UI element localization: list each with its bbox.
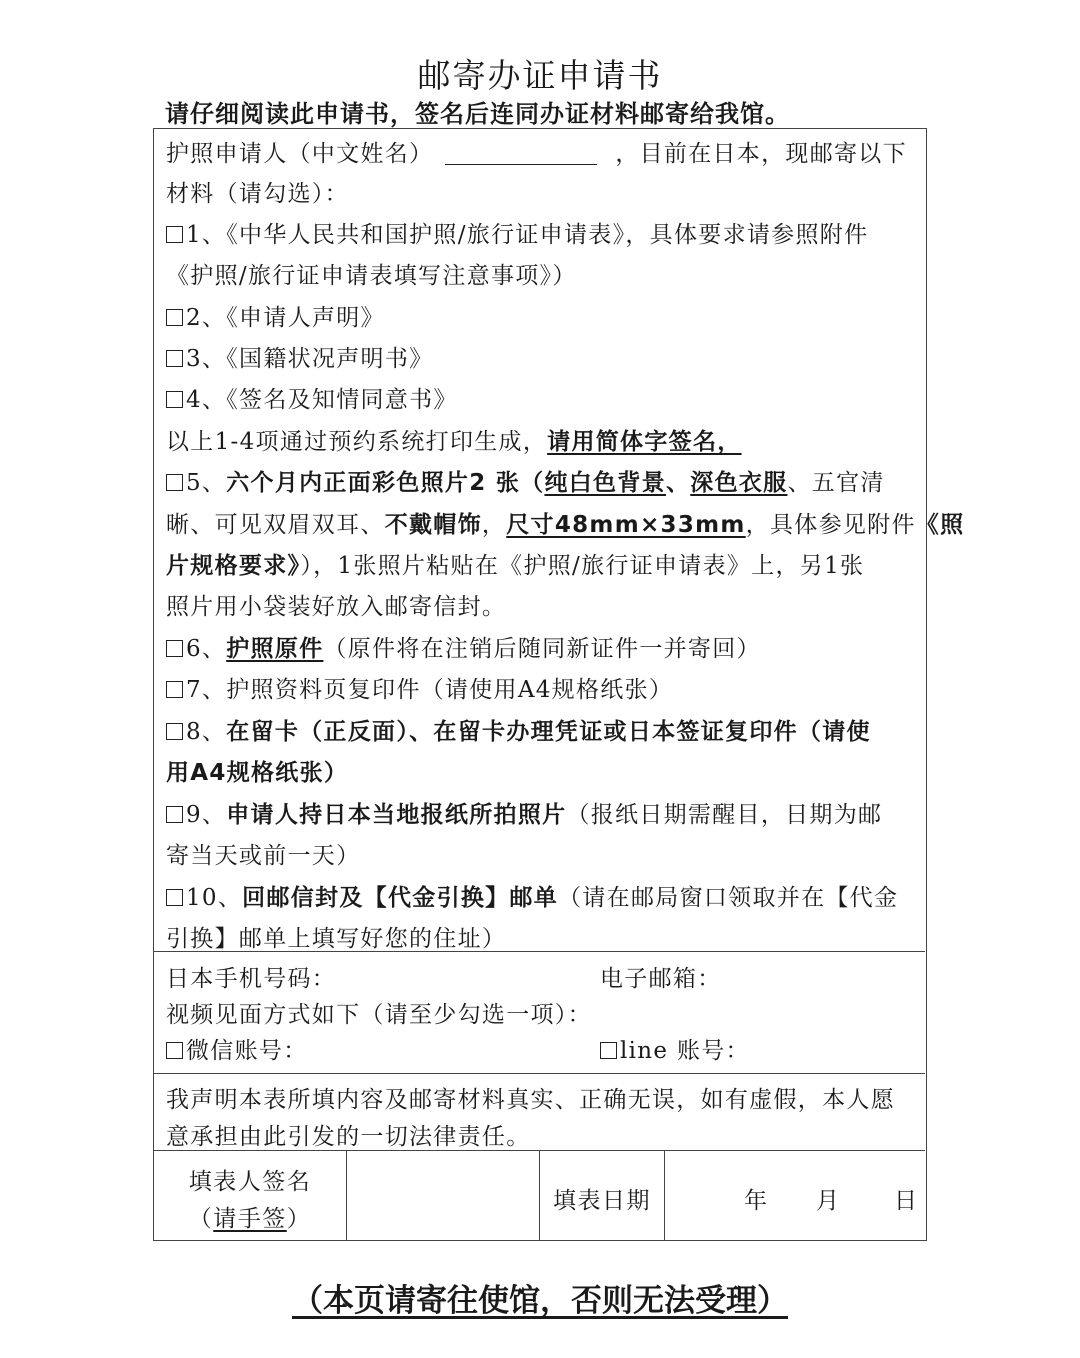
item-1: 1、《中华人民共和国护照/旅行证申请表》，具体要求请参照附件 — [166, 216, 868, 249]
instruction-subtitle: 请仔细阅读此申请书，签名后连同办证材料邮寄给我馆。 — [165, 100, 790, 128]
item-10: 10、回邮信封及【代金引换】邮单（请在邮局窗口领取并在【代金 — [166, 879, 898, 912]
item-4-checkbox[interactable] — [166, 391, 183, 408]
item-9-cont: 寄当天或前一天） — [166, 843, 361, 869]
item-2: 2、《申请人声明》 — [166, 299, 385, 332]
item-1-checkbox[interactable] — [166, 226, 183, 243]
date-label: 填表日期 — [553, 1188, 651, 1214]
application-form — [153, 128, 965, 1241]
wechat-checkbox[interactable] — [166, 1042, 183, 1059]
email-label: 电子邮箱： — [600, 966, 722, 992]
line-option: line 账号： — [600, 1032, 750, 1065]
item-9: 9、申请人持日本当地报纸所拍照片（报纸日期需醒目，日期为邮 — [166, 796, 882, 829]
item-5: 5、六个月内正面彩色照片2 张（纯白色背景、深色衣服、五官清 — [166, 464, 885, 497]
handwrite-note: （请手签） — [188, 1206, 312, 1232]
signature-field[interactable] — [347, 1151, 539, 1240]
item-7-checkbox[interactable] — [166, 681, 183, 698]
page-title: 邮寄办证申请书 — [417, 56, 663, 95]
cell-divider — [664, 1151, 665, 1240]
item-8: 8、在留卡（正反面）、在留卡办理凭证或日本签证复印件（请使 — [166, 713, 871, 746]
item-4: 4、《签名及知情同意书》 — [166, 381, 458, 414]
applicant-name-field[interactable] — [445, 142, 597, 165]
date-year: 年 — [744, 1188, 769, 1214]
item-10-checkbox[interactable] — [166, 889, 183, 906]
declaration-line-1: 我声明本表所填内容及邮寄材料真实、正确无误，如有虚假，本人愿 — [166, 1087, 895, 1113]
intro-line-1: 护照申请人（中文姓名） ，目前在日本，现邮寄以下 — [166, 141, 907, 167]
signer-label: 填表人签名 — [188, 1169, 312, 1195]
item-3-checkbox[interactable] — [166, 350, 183, 367]
item-5-checkbox[interactable] — [166, 474, 183, 491]
item-5-cont-2: 片规格要求》），1张照片粘贴在《护照/旅行证申请表》上，另1张 — [166, 553, 865, 579]
item-5-cont-3: 照片用小袋装好放入邮寄信封。 — [166, 594, 507, 620]
item-8-cont: 用A4规格纸张） — [166, 760, 349, 786]
date-month: 月 — [816, 1188, 841, 1214]
item-6: 6、护照原件（原件将在注销后随同新证件一并寄回） — [166, 630, 761, 663]
date-day: 日 — [894, 1188, 919, 1214]
phone-label: 日本手机号码： — [166, 966, 337, 992]
item-8-checkbox[interactable] — [166, 723, 183, 740]
line-checkbox[interactable] — [600, 1042, 617, 1059]
signature-note: 以上1-4项通过预约系统打印生成，请用简体字签名， — [166, 429, 742, 455]
item-7: 7、护照资料页复印件（请使用A4规格纸张） — [166, 671, 673, 704]
applicant-name-label: 护照申请人（中文姓名） — [166, 141, 434, 167]
intro-line-2: 材料（请勾选）： — [166, 181, 349, 207]
item-3: 3、《国籍状况声明书》 — [166, 340, 433, 373]
item-2-checkbox[interactable] — [166, 309, 183, 326]
wechat-option: 微信账号： — [166, 1032, 308, 1065]
footer-note: （本页请寄往使馆，否则无法受理） — [292, 1283, 788, 1319]
item-1-cont: 《护照/旅行证申请表填写注意事项》） — [166, 263, 577, 289]
item-5-cont-1: 晰、可见双眉双耳、不戴帽饰，尺寸48mm×33mm，具体参见附件《照 — [166, 512, 965, 538]
video-method-label: 视频见面方式如下（请至少勾选一项）： — [166, 1002, 592, 1028]
item-10-cont: 引换】邮单上填写好您的住址） — [166, 926, 507, 952]
divider — [154, 1073, 925, 1074]
divider — [154, 951, 925, 952]
declaration-line-2: 意承担由此引发的一切法律责任。 — [166, 1124, 531, 1150]
item-6-checkbox[interactable] — [166, 640, 183, 657]
item-9-checkbox[interactable] — [166, 806, 183, 823]
